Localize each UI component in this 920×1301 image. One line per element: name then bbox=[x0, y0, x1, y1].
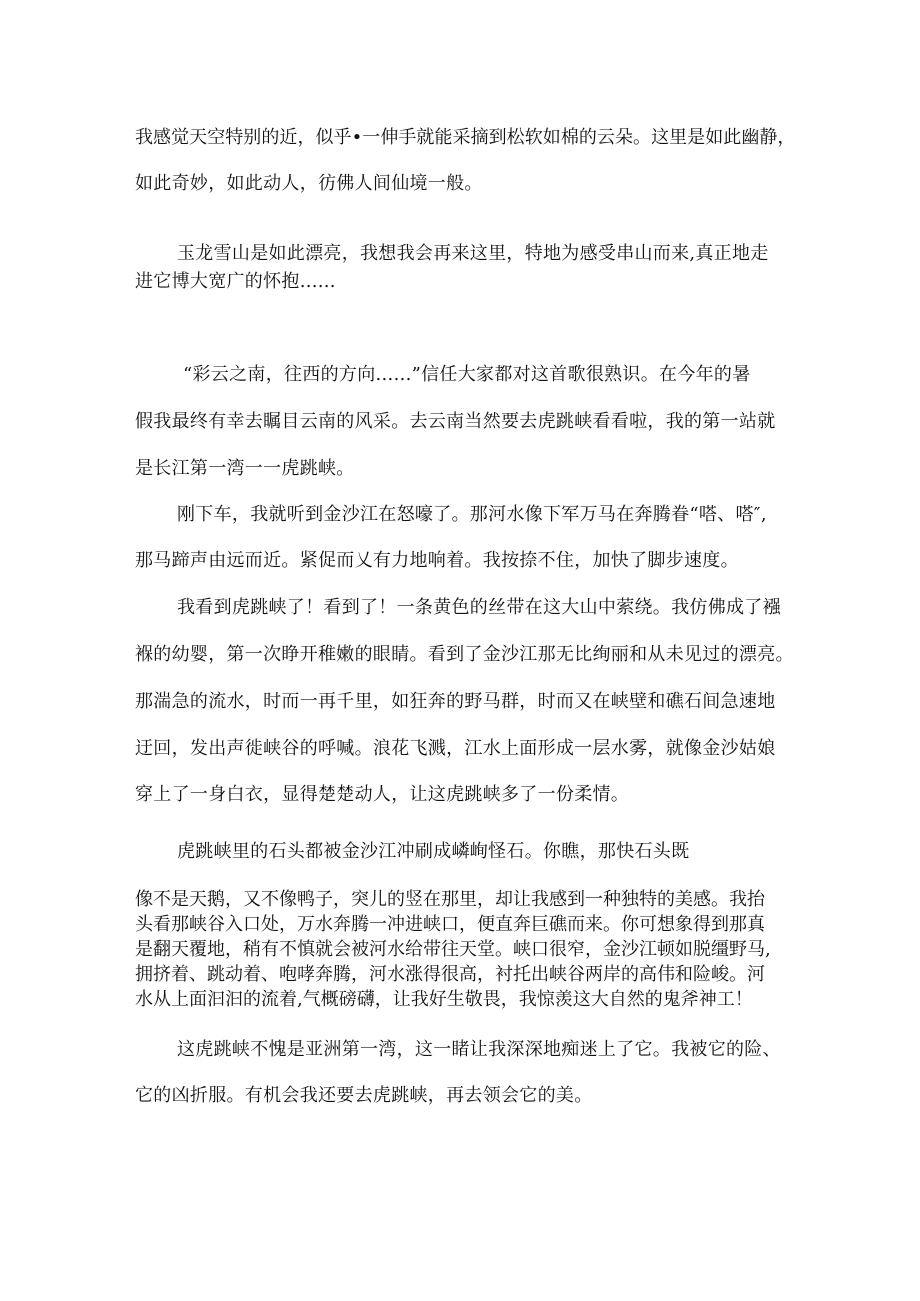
text-line: 头看那峡谷入口处，万水奔腾一冲进峡口，便直奔巨礁而来。你可想象得到那真 bbox=[135, 914, 765, 935]
text-line: 如此奇妙，如此动人，彷佛人间仙境一般。 bbox=[135, 173, 483, 194]
text-line: 我感觉天空特别的近，似乎•一伸手就能采摘到松软如棉的云朵。这里是如此幽静， bbox=[135, 127, 796, 148]
text-line: 褓的幼婴，第一次睁开稚嫩的眼睛。看到了金沙江那无比绚丽和从未见过的漂亮。 bbox=[135, 644, 794, 665]
text-line: 假我最终有幸去瞩目云南的风采。去云南当然要去虎跳峡看看啦，我的第一站就 bbox=[135, 411, 776, 432]
text-line: 进它博大宽广的怀抱...... bbox=[135, 271, 336, 292]
text-line: 水从上面汩汩的流着,气概磅礴，让我好生敬畏，我惊羡这大自然的鬼斧神工！ bbox=[135, 989, 753, 1010]
text-line: 这虎跳峡不愧是亚洲第一湾，这一睹让我深深地痴迷上了它。我被它的险、 bbox=[177, 1039, 781, 1060]
text-line: 它的凶折服。有机会我还要去虎跳峡，再去领会它的美。 bbox=[135, 1085, 593, 1106]
text-line: 虎跳峡里的石头都被金沙江冲刷成嶙峋怪石。你瞧，那快石头既 bbox=[177, 841, 690, 862]
text-line: 迂回，发出声徙峡谷的呼喊。浪花飞溅，江水上面形成一层水雾，就像金沙姑娘 bbox=[135, 738, 776, 759]
text-line: 那马蹄声由远而近。紧促而乂有力地响着。我按捺不住，加快了脚步速度。 bbox=[135, 550, 739, 571]
text-line: 像不是天鹅，又不像鸭子，突儿的竖在那里，却让我感到一种独特的美感。我抬 bbox=[135, 889, 765, 910]
text-line: 我看到虎跳峡了！看到了！一条黄色的丝带在这大山中萦绕。我仿佛成了襁 bbox=[177, 597, 781, 618]
text-line: 刚下车，我就听到金沙江在怒嚎了。那河水像下军万马在奔腾眷“嗒、嗒″, bbox=[177, 504, 767, 525]
text-line: “彩云之南，往西的方向......”信任大家都对这首歌很熟识。在今年的暑 bbox=[183, 364, 751, 385]
text-line: 拥挤着、跳动着、咆哮奔腾，河水涨得很高，衬托出峡谷两岸的高伟和险峻。河 bbox=[135, 964, 765, 985]
text-line: 穿上了一身白衣，显得楚楚动人，让这虎跳峡多了一份柔情。 bbox=[135, 784, 630, 805]
text-line: 是长江第一湾一一虎跳峡。 bbox=[135, 458, 355, 479]
text-line: 那湍急的流水，时而一再千里，如狂奔的野马群，时而又在峡壁和礁石间急速地 bbox=[135, 691, 776, 712]
text-line: 是翻天覆地，稍有不慎就会被河水给带往天堂。峡口很窄，金沙江顿如脱缰野马, bbox=[135, 939, 771, 960]
text-line: 玉龙雪山是如此漂亮，我想我会再来这里，特地为感受串山而来,真正地走 bbox=[177, 243, 769, 264]
